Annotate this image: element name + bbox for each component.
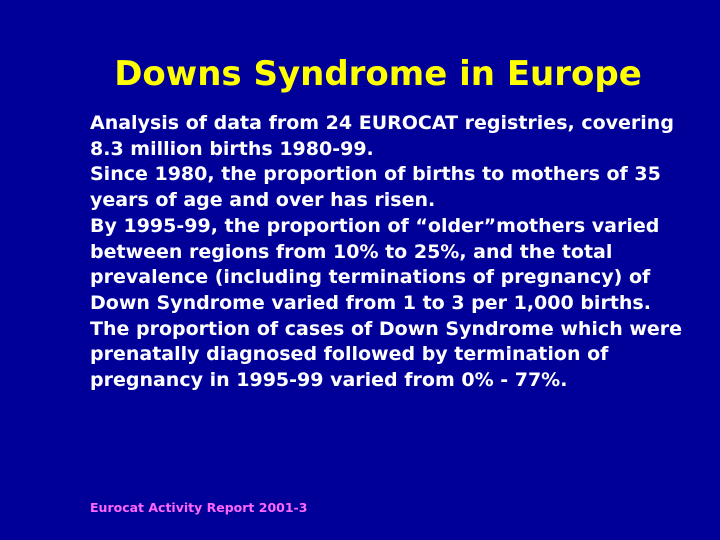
slide-title: Downs Syndrome in Europe — [114, 54, 642, 94]
bullet-item: Analysis of data from 24 EUROCAT registries, covering 8.3 million births 1980-99. — [90, 112, 674, 160]
bullet-item: The proportion of cases of Down Syndrome which were prenatally diagnosed followed by termination of pregnancy in 1995-99 varied from 0% - 77%. — [90, 317, 683, 392]
source-footer: Eurocat Activity Report 2001-3 — [90, 500, 308, 515]
bullet-item: Since 1980, the proportion of births to mothers of 35 years of age and over has risen. — [90, 163, 661, 212]
bullet-item: By 1995-99, the proportion of “older”mothers varied between regions from 10% to 25%, and the total prevalence (including terminations of pregnancy) of Down Syndrome varied from 1 to 3 per 1,000 births. — [90, 214, 660, 314]
bullet-list — [90, 111, 690, 394]
